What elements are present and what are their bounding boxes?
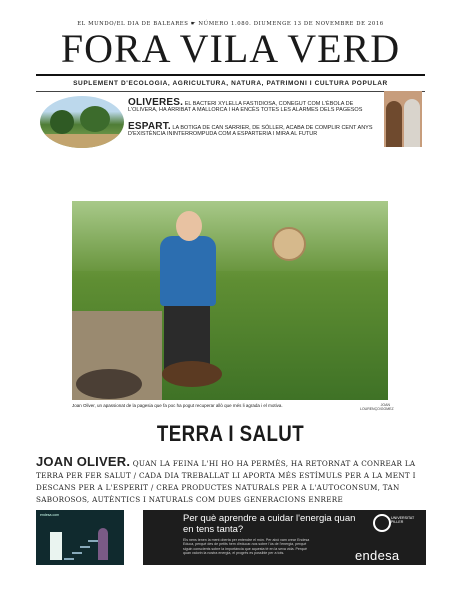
- article-text: QUAN LA FEINA L'HI HO HA PERMÈS, HA RETORNAT A CONREAR LA TERRA PER FER SALUT / CADA DIA TREBALLAT LI APORTA MÉS ESTÍMULS PER A LA MENT I DESCANS PER A L'ESPERIT / CREA PRODUCTES NATURALS PER A L'AUTOCONSUM, TAN SABOROSOS, AUTÈNTICS I NATURALS COM DUES GENERACIONS ENRERE: [36, 459, 416, 504]
- masthead-topline: EL MUNDO/EL DIA DE BALEARES ☛ NÚMERO 1.080. DIUMENGE 13 DE NOVEMBRE DE 2016: [77, 21, 384, 27]
- door-illustration: [50, 532, 62, 560]
- ad-brand: endesa: [355, 548, 400, 563]
- article-standfirst: [36, 456, 428, 506]
- ad-url: endesa.com: [40, 513, 60, 517]
- ad-question: Per què aprendre a cuidar l'energia quan en tens tanta?: [183, 513, 356, 535]
- teaser-olives[interactable]: [128, 97, 382, 114]
- teaser-lead: ESPART.: [128, 121, 171, 132]
- espart-portrait-thumbnail[interactable]: [384, 91, 422, 147]
- ad-endesa-right[interactable]: [143, 510, 426, 565]
- teaser-text: LA BOTIGA DE CAN SARRIER, DE SÓLLER, ACABA DE COMPLIR CENT ANYS D'EXISTÈNCIA ININTERROMPUDA COM A ESPARTERIA I MIRA AL FUTUR: [128, 125, 373, 138]
- olive-trees-thumbnail[interactable]: [40, 96, 124, 148]
- teaser-text: EL BACTERI XYLELLA FASTIDIOSA, CONEGUT COM L'ÈBOLA DE L'OLIVERA, HA ARRIBAT A MALLORCA I HA ENCÈS TOTES LES ALARMES DELS PAGESOS: [128, 101, 363, 114]
- ad-endesa-left[interactable]: [36, 510, 124, 565]
- teaser-lead: OLIVERES.: [128, 97, 184, 108]
- ad-body: Els nens tenen la ment oberta per entendre el món. Per això vam crear Endesa Educa, perquè des de petits hem d'educar-nos sobre l'ús de l'energia, perquè siguin conscients sobre la importància que aquesta té en la seva vida. Perquè quan valorin la nostra energia, el progrés es possible per a tots.: [183, 538, 310, 556]
- masthead-subtitle: SUPLEMENT D'ECOLOGIA, AGRICULTURA, NATURA, PATRIMONI I CULTURA POPULAR: [73, 80, 388, 87]
- university-logo-icon: [373, 514, 391, 532]
- subtitle-rule: [36, 91, 425, 92]
- article-lead: JOAN OLIVER.: [36, 454, 131, 469]
- teaser-espart[interactable]: [128, 121, 382, 138]
- main-photo: [72, 201, 388, 400]
- ad-university: UNIVERSITAT PILLER: [391, 516, 415, 524]
- masthead-title: FORA VILA VERD: [60, 26, 401, 71]
- person-illustration: [98, 528, 108, 560]
- masthead-rule: [36, 74, 425, 76]
- photo-credit: JOAN LOURENÇO/GOMEZ: [360, 403, 394, 411]
- article-headline: TERRA I SALUT: [156, 421, 305, 446]
- photo-caption: Joan Oliver, un apassionat de la pagesia que fa poc ha pogut recuperar allò que més li agrada i el motiva.: [72, 403, 283, 408]
